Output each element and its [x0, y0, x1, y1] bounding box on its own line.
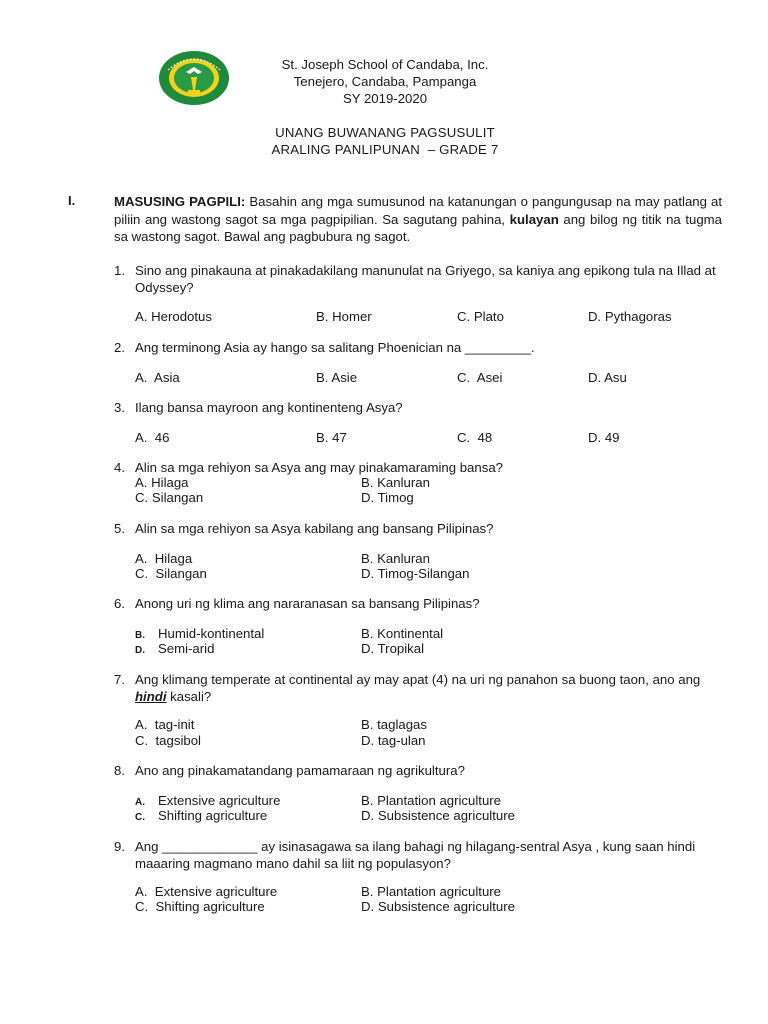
- question-text: Ano ang pinakamatandang pamamaraan ng agrikultura?: [135, 763, 465, 778]
- section-heading: MASUSING PAGPILI:: [114, 194, 246, 209]
- question-9: [114, 839, 720, 872]
- option-d[interactable]: D. Tropikal: [361, 641, 425, 656]
- question-7: [114, 672, 720, 705]
- option-d[interactable]: D. Subsistence agriculture: [361, 808, 515, 823]
- school-year: SY 2019-2020: [342, 91, 428, 106]
- option-d[interactable]: D. Pythagoras: [588, 309, 672, 324]
- option-b[interactable]: B. Asie: [316, 370, 358, 385]
- question-5: [114, 521, 720, 538]
- question-text: Alin sa mga rehiyon sa Asya ang may pinakamaraming bansa?: [135, 460, 503, 475]
- question-text: Alin sa mga rehiyon sa Asya kabilang ang bansang Pilipinas?: [135, 521, 494, 536]
- option-b[interactable]: B. Homer: [316, 309, 372, 324]
- option-d[interactable]: D. Subsistence agriculture: [361, 899, 515, 914]
- exam-subject: ARALING PANLIPUNAN – GRADE 7: [271, 142, 499, 157]
- option-b[interactable]: B. 47: [316, 430, 347, 445]
- question-emphasis: hindi: [135, 688, 167, 704]
- option-a[interactable]: A. tag-init: [135, 717, 195, 732]
- option-c[interactable]: C. Shifting agriculture: [135, 899, 265, 914]
- option-d[interactable]: D. tag-ulan: [361, 733, 426, 748]
- option-a[interactable]: Humid-kontinental: [158, 626, 265, 641]
- question-number: 5.: [114, 521, 125, 536]
- option-letter: D.: [135, 645, 145, 656]
- question-text-2: kasali?: [166, 688, 212, 704]
- question-number: 9.: [114, 839, 125, 854]
- question-1: [114, 263, 720, 296]
- question-number: 6.: [114, 596, 125, 611]
- option-b[interactable]: B. Plantation agriculture: [361, 884, 502, 899]
- option-a[interactable]: A. Asia: [135, 370, 180, 385]
- option-b[interactable]: B. Kontinental: [361, 626, 444, 641]
- option-a[interactable]: A. Hilaga: [135, 551, 193, 566]
- option-c[interactable]: C. Plato: [457, 309, 504, 324]
- option-a[interactable]: A. Extensive agriculture: [135, 884, 278, 899]
- option-d[interactable]: D. Timog: [361, 490, 414, 505]
- option-d[interactable]: D. Timog-Silangan: [361, 566, 470, 581]
- question-text: Anong uri ng klima ang nararanasan sa bansang Pilipinas?: [135, 596, 480, 611]
- question-3: [114, 400, 720, 417]
- instructions-emphasis: kulayan: [509, 211, 559, 227]
- question-number: 3.: [114, 400, 125, 415]
- option-letter: C.: [135, 812, 145, 823]
- exam-title: UNANG BUWANANG PAGSUSULIT: [275, 125, 495, 140]
- section-number: I.: [68, 193, 76, 208]
- option-letter: A.: [135, 797, 145, 808]
- question-2: [114, 340, 720, 357]
- option-d[interactable]: D. 49: [588, 430, 620, 445]
- option-c[interactable]: Semi-arid: [158, 641, 215, 656]
- question-text: Ilang bansa mayroon ang kontinenteng Asya?: [135, 400, 403, 415]
- question-text: [135, 672, 720, 705]
- question-text: Ang _____________ ay isinasagawa sa ilang bahagi ng hilagang-sentral Asya , kung saan hindi maaaring magmano mano dahil sa liit ng populasyon?: [135, 839, 696, 871]
- option-b[interactable]: B. Plantation agriculture: [361, 793, 502, 808]
- question-text: Sino ang pinakauna at pinakadakilang manunulat na Griyego, sa kaniya ang epikong tula na Illad at Odyssey?: [135, 263, 716, 295]
- question-number: 1.: [114, 263, 125, 278]
- school-name: St. Joseph School of Candaba, Inc.: [281, 57, 489, 72]
- school-address: Tenejero, Candaba, Pampanga: [293, 74, 477, 89]
- instructions-text-2: ang bilog ng titik na tugma sa wastong sagot. Bawal ang pagbubura ng sagot.: [114, 211, 722, 244]
- instructions-text-1: Basahin ang mga sumusunod na katanungan o pangungusap na may patlang at piliin ang wastong sagot sa mga pagpipilian. Sa sagutang pahina,: [114, 194, 722, 227]
- option-a[interactable]: A. Hilaga: [135, 475, 189, 490]
- option-c[interactable]: C. Silangan: [135, 566, 207, 581]
- option-b[interactable]: B. Kanluran: [361, 475, 430, 490]
- option-d[interactable]: D. Asu: [588, 370, 627, 385]
- option-a[interactable]: A. 46: [135, 430, 170, 445]
- option-c[interactable]: Shifting agriculture: [158, 808, 268, 823]
- option-c[interactable]: C. Asei: [457, 370, 503, 385]
- question-number: 4.: [114, 460, 125, 475]
- school-logo: [158, 50, 230, 106]
- section-instructions: [114, 193, 722, 246]
- question-number: 7.: [114, 672, 125, 687]
- option-c[interactable]: C. tagsibol: [135, 733, 201, 748]
- question-8: [114, 763, 720, 780]
- option-b[interactable]: B. taglagas: [361, 717, 427, 732]
- option-a[interactable]: Extensive agriculture: [158, 793, 281, 808]
- option-c[interactable]: C. Silangan: [135, 490, 204, 505]
- option-c[interactable]: C. 48: [457, 430, 493, 445]
- option-b[interactable]: B. Kanluran: [361, 551, 430, 566]
- option-letter: B.: [135, 630, 145, 641]
- option-a[interactable]: A. Herodotus: [135, 309, 212, 324]
- question-text: Ang terminong Asia ay hango sa salitang Phoenician na _________.: [135, 340, 535, 355]
- question-text-1: Ang klimang temperate at continental ay may apat (4) na uri ng panahon sa buong taon, ano ang: [135, 672, 701, 687]
- question-number: 8.: [114, 763, 125, 778]
- question-6: [114, 596, 720, 613]
- question-number: 2.: [114, 340, 125, 355]
